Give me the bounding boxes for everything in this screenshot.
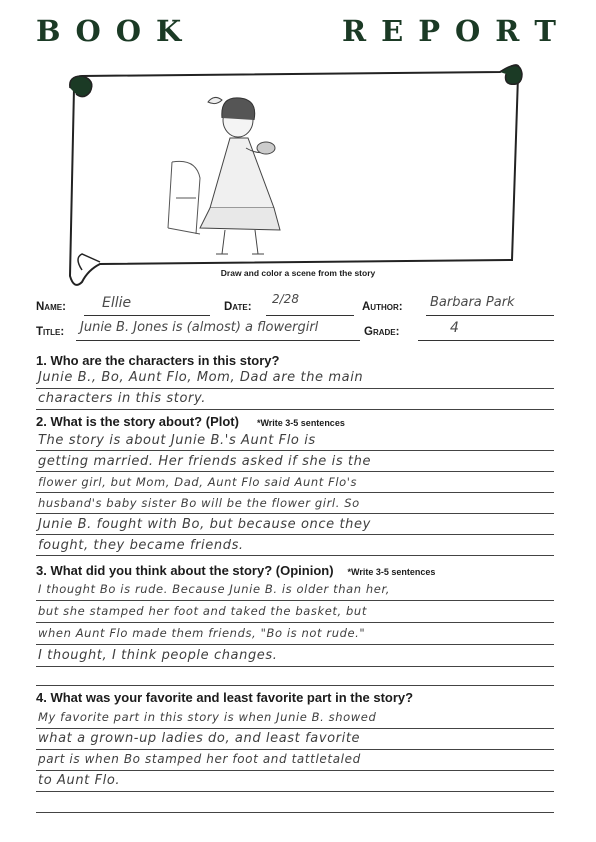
question-1: 1. Who are the characters in this story? xyxy=(36,353,280,368)
answer-rule xyxy=(36,644,554,645)
answer-rule xyxy=(36,471,554,472)
title-label: Title: xyxy=(36,326,65,338)
date-label: Date: xyxy=(224,301,252,313)
author-value[interactable]: Barbara Park xyxy=(430,295,515,310)
answer-rule xyxy=(36,666,554,667)
question-2: 2. What is the story about? (Plot) *Write 3-5 sentences xyxy=(36,414,345,429)
answer-rule xyxy=(36,409,554,410)
answer-rule xyxy=(36,791,554,792)
grade-underline xyxy=(418,340,554,341)
answer-rule xyxy=(36,770,554,771)
grade-label: Grade: xyxy=(364,326,400,338)
answer-2-line-4[interactable]: husband's baby sister Bo will be the flower girl. So xyxy=(38,496,360,510)
answer-rule xyxy=(36,685,554,686)
answer-2-line-2[interactable]: getting married. Her friends asked if she is the xyxy=(38,454,372,469)
answer-rule xyxy=(36,513,554,514)
question-2-note: *Write 3-5 sentences xyxy=(256,418,345,428)
answer-rule xyxy=(36,450,554,451)
answer-2-line-1[interactable]: The story is about Junie B.'s Aunt Flo is xyxy=(38,433,316,448)
author-underline xyxy=(426,315,554,316)
title-underline xyxy=(76,340,360,341)
answer-rule xyxy=(36,388,554,389)
answer-2-line-6[interactable]: fought, they became friends. xyxy=(38,538,244,553)
answer-rule xyxy=(36,555,554,556)
title-word-report: R E P O R T xyxy=(342,14,556,48)
answer-2-line-3[interactable]: flower girl, but Mom, Dad, Aunt Flo said Aunt Flo's xyxy=(38,475,358,489)
answer-rule xyxy=(36,534,554,535)
answer-4-line-4[interactable]: to Aunt Flo. xyxy=(38,773,121,788)
answer-rule xyxy=(36,728,554,729)
answer-1-line-2[interactable]: characters in this story. xyxy=(38,391,206,406)
answer-3-line-2[interactable]: but she stamped her foot and taked the basket, but xyxy=(38,604,367,618)
answer-3-line-3[interactable]: when Aunt Flo made them friends, "Bo is not rude." xyxy=(38,626,366,640)
grade-value[interactable]: 4 xyxy=(450,320,459,336)
name-underline xyxy=(84,315,210,316)
answer-2-line-5[interactable]: Junie B. fought with Bo, but because once they xyxy=(38,517,371,532)
author-label: Author: xyxy=(362,301,403,313)
date-underline xyxy=(266,315,354,316)
name-value[interactable]: Ellie xyxy=(102,295,132,311)
answer-3-line-4[interactable]: I thought, I think people changes. xyxy=(38,648,278,663)
answer-rule xyxy=(36,812,554,813)
title-value[interactable]: Junie B. Jones is (almost) a flowergirl xyxy=(80,320,319,335)
answer-4-line-3[interactable]: part is when Bo stamped her foot and tattletaled xyxy=(38,752,361,766)
name-label: Name: xyxy=(36,301,66,313)
date-value[interactable]: 2/28 xyxy=(272,292,299,306)
scroll-curl-right xyxy=(500,65,522,84)
question-3: 3. What did you think about the story? (Opinion) *Write 3-5 sentences xyxy=(36,563,436,578)
girl-drawing xyxy=(168,97,280,254)
answer-3-line-1[interactable]: I thought Bo is rude. Because Junie B. is older than her, xyxy=(38,582,390,596)
page-title xyxy=(36,14,556,48)
question-3-note: *Write 3-5 sentences xyxy=(347,567,436,577)
answer-1-line-1[interactable]: Junie B., Bo, Aunt Flo, Mom, Dad are the main xyxy=(38,370,364,385)
title-word-book: B O O K xyxy=(36,14,182,48)
answer-4-line-2[interactable]: what a grown-up ladies do, and least favorite xyxy=(38,731,361,746)
illustration-caption: Draw and color a scene from the story xyxy=(220,268,376,278)
answer-rule xyxy=(36,622,554,623)
illustration-scroll xyxy=(60,58,530,290)
answer-4-line-1[interactable]: My favorite part in this story is when Junie B. showed xyxy=(38,710,377,724)
answer-rule xyxy=(36,492,554,493)
question-4: 4. What was your favorite and least favorite part in the story? xyxy=(36,690,414,705)
answer-rule xyxy=(36,600,554,601)
answer-rule xyxy=(36,749,554,750)
